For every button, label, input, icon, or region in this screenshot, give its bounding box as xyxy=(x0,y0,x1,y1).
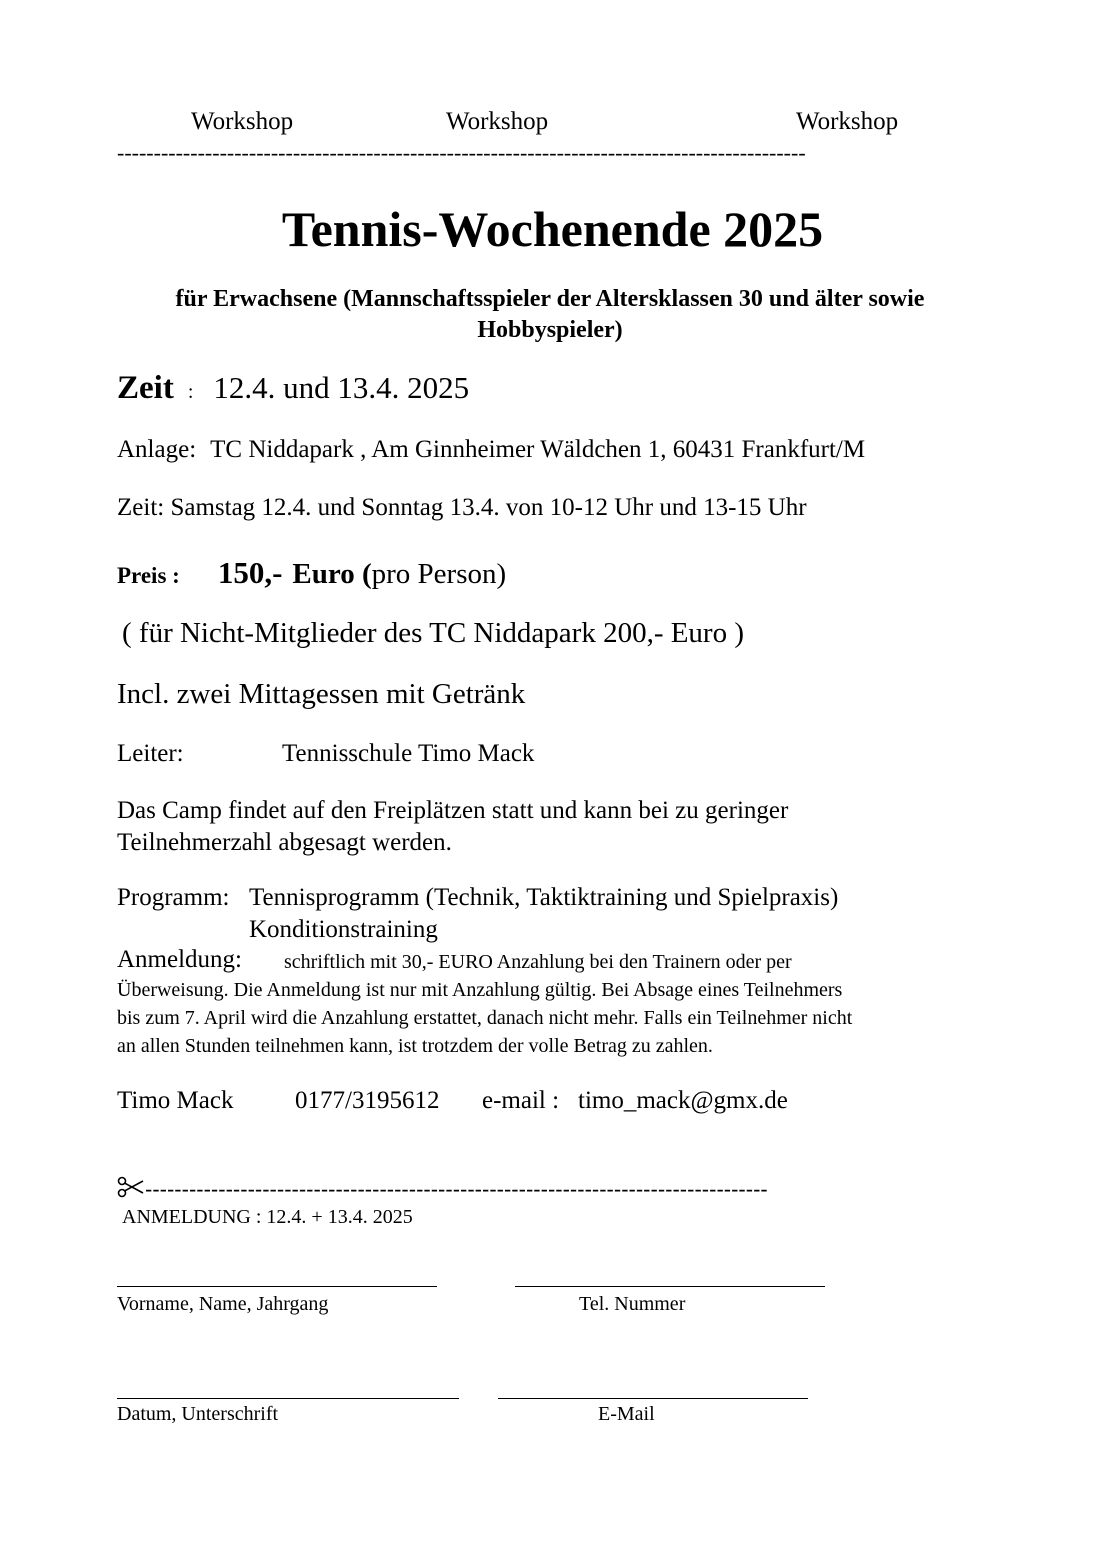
scissors-icon xyxy=(117,1176,145,1203)
cut-line xyxy=(117,1176,768,1203)
anmeldung-line-4: an allen Stunden teilnehmen kann, ist trotzdem der volle Betrag zu zahlen. xyxy=(117,1035,713,1057)
preis-amount: 150,- xyxy=(217,555,283,590)
email-signature-line xyxy=(498,1398,808,1399)
anlage-value: TC Niddapark , Am Ginnheimer Wäldchen 1, 60431 Frankfurt/M xyxy=(210,436,866,463)
contact-email-label: e-mail : xyxy=(482,1087,560,1114)
anmeldung-label: Anmeldung: xyxy=(117,946,242,973)
preis-label: Preis : xyxy=(117,563,180,588)
zeit-detail: Zeit: Samstag 12.4. und Sonntag 13.4. von 10-12 Uhr und 13-15 Uhr xyxy=(117,494,807,521)
programm-line-2: Konditionstraining xyxy=(249,916,438,943)
page-title: Tennis-Wochenende 2025 xyxy=(281,201,824,257)
programm-label: Programm: xyxy=(117,884,230,911)
workshop-label-1: Workshop xyxy=(191,108,294,135)
phone-signature-line xyxy=(515,1286,825,1287)
contact-email: timo_mack@gmx.de xyxy=(578,1087,788,1114)
camp-note-line-1: Das Camp findet auf den Freiplätzen statt und kann bei zu geringer xyxy=(117,797,789,824)
form-heading: ANMELDUNG : 12.4. + 13.4. 2025 xyxy=(122,1206,413,1228)
field-name-label: Vorname, Name, Jahrgang xyxy=(117,1293,329,1315)
field-date-label: Datum, Unterschrift xyxy=(117,1403,279,1425)
contact-phone: 0177/3195612 xyxy=(295,1087,440,1114)
camp-note-line-2: Teilnehmerzahl abgesagt werden. xyxy=(117,829,452,856)
anmeldung-line-2: Überweisung. Die Anmeldung ist nur mit Anzahlung gültig. Bei Absage eines Teilnehmers xyxy=(117,979,843,1001)
programm-line-1: Tennisprogramm (Technik, Taktiktraining und Spielpraxis) xyxy=(249,884,839,911)
non-member-price: ( für Nicht-Mitglieder des TC Niddapark 200,- Euro ) xyxy=(122,617,744,649)
leiter-label: Leiter: xyxy=(117,740,184,767)
leiter-value: Tennisschule Timo Mack xyxy=(282,740,535,767)
field-phone-label: Tel. Nummer xyxy=(579,1293,686,1315)
anlage-label: Anlage: xyxy=(117,436,197,463)
cut-dashes: ------------------------------------------------------------------------------------- xyxy=(145,1176,768,1202)
zeit-main-colon: : xyxy=(187,381,194,403)
name-signature-line xyxy=(117,1286,437,1287)
subtitle: für Erwachsene (Mannschaftsspieler der Altersklassen 30 und älter sowie Hobbyspieler) xyxy=(175,286,925,343)
header-divider: ---------------------------------------------------------------------------------------------- xyxy=(117,140,806,165)
preis xyxy=(117,555,506,591)
zeit-main-label: Zeit xyxy=(117,370,174,406)
anmeldung-line-1: schriftlich mit 30,- EURO Anzahlung bei den Trainern oder per xyxy=(284,951,792,973)
workshop-label-3: Workshop xyxy=(796,108,899,135)
contact-name: Timo Mack xyxy=(117,1087,234,1114)
preis-note: pro Person) xyxy=(371,558,507,590)
zeit-main xyxy=(117,370,469,407)
anmeldung-line-3: bis zum 7. April wird die Anzahlung erstattet, danach nicht mehr. Falls ein Teilnehmer nicht xyxy=(117,1007,853,1029)
leiter xyxy=(117,740,535,768)
incl-lunch: Incl. zwei Mittagessen mit Getränk xyxy=(117,678,526,710)
field-email-label: E-Mail xyxy=(598,1403,655,1425)
preis-currency: Euro ( xyxy=(292,558,372,590)
workshop-label-2: Workshop xyxy=(446,108,549,135)
anlage xyxy=(117,436,865,464)
date-signature-line xyxy=(117,1398,459,1399)
zeit-main-value: 12.4. und 13.4. 2025 xyxy=(213,370,470,405)
